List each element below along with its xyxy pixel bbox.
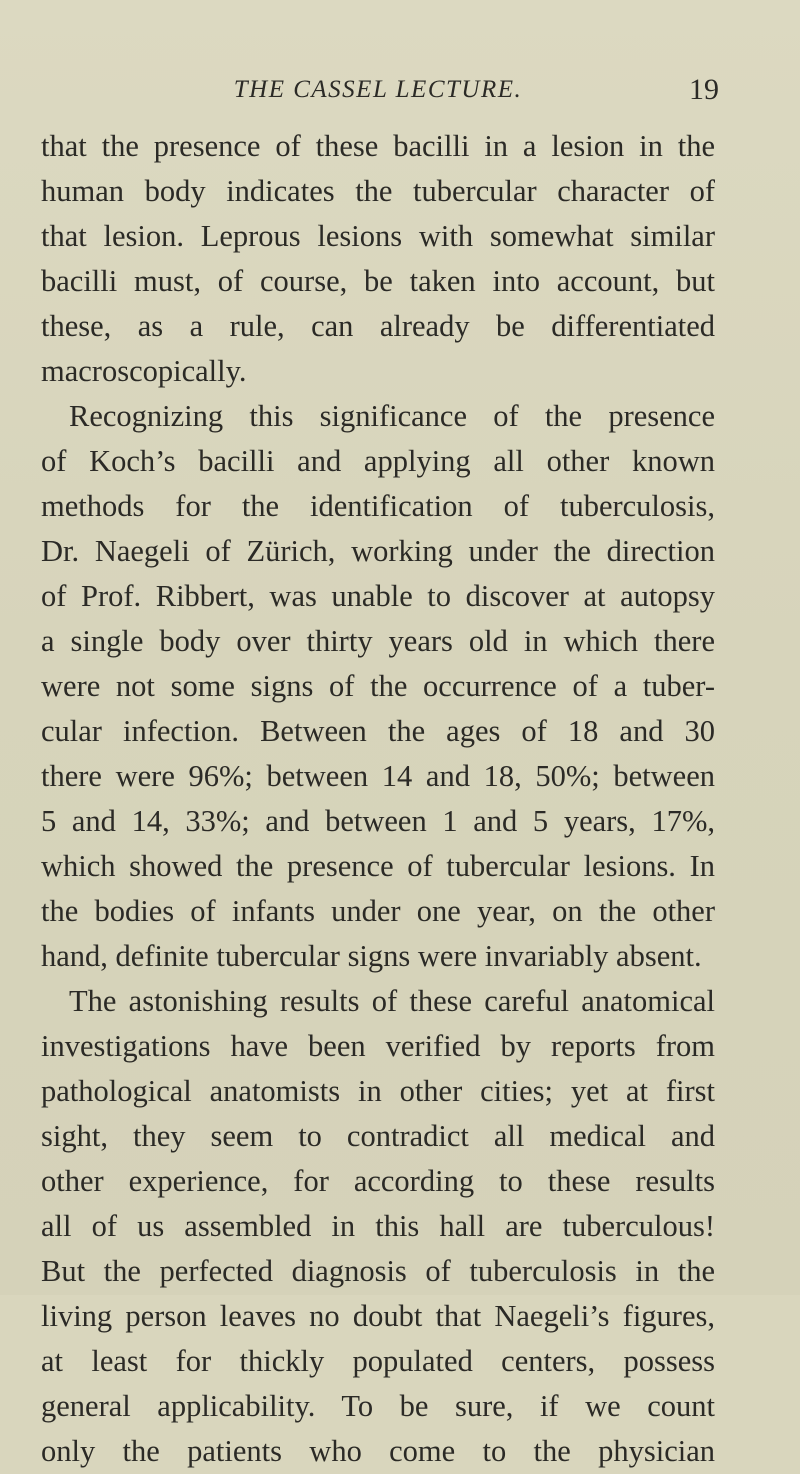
text-line: bacilli must, of course, be taken into account, but — [41, 264, 715, 298]
text-line: of Koch’s bacilli and applying all other known — [41, 444, 715, 478]
text-line: these, as a rule, can already be differentiated — [41, 309, 715, 343]
text-line: pathological anatomists in other cities; yet at first — [41, 1074, 715, 1108]
text-line: investigations have been verified by reports from — [41, 1029, 715, 1063]
text-line: other experience, for according to these results — [41, 1164, 715, 1198]
text-line: there were 96%; between 14 and 18, 50%; between — [41, 759, 715, 793]
text-line: macroscopically. — [41, 354, 247, 388]
text-line: cular infection. Between the ages of 18 and 30 — [41, 714, 715, 748]
text-line: general applicability. To be sure, if we count — [41, 1389, 715, 1423]
text-line: that the presence of these bacilli in a lesion in the — [41, 129, 715, 163]
text-line: 5 and 14, 33%; and between 1 and 5 years, 17%, — [41, 804, 715, 838]
paragraph-start-line: The astonishing results of these careful anatomical — [69, 984, 715, 1018]
text-line: sight, they seem to contradict all medical and — [41, 1119, 715, 1153]
text-line: human body indicates the tubercular character of — [41, 174, 715, 208]
running-head — [41, 72, 719, 108]
text-line: were not some signs of the occurrence of a tuber- — [41, 669, 715, 703]
text-line: living person leaves no doubt that Naegeli’s figures, — [41, 1299, 715, 1333]
text-line: that lesion. Leprous lesions with somewhat similar — [41, 219, 715, 253]
text-line: a single body over thirty years old in which there — [41, 624, 715, 658]
text-line: at least for thickly populated centers, possess — [41, 1344, 715, 1378]
text-line: hand, definite tubercular signs were invariably absent. — [41, 939, 702, 973]
running-title: THE CASSEL LECTURE. — [233, 76, 523, 103]
text-line: the bodies of infants under one year, on the other — [41, 894, 715, 928]
page-number: 19 — [689, 73, 719, 106]
text-line: all of us assembled in this hall are tuberculous! — [41, 1209, 715, 1243]
text-line: which showed the presence of tubercular lesions. In — [41, 849, 715, 883]
text-line: of Prof. Ribbert, was unable to discover at autopsy — [41, 579, 715, 613]
body-text — [41, 124, 715, 1474]
text-line: only the patients who come to the physician — [41, 1434, 715, 1468]
text-line: But the perfected diagnosis of tuberculosis in the — [41, 1254, 715, 1288]
paragraph-start-line: Recognizing this significance of the presence — [69, 399, 715, 433]
text-line: Dr. Naegeli of Zürich, working under the direction — [41, 534, 715, 568]
text-line: methods for the identification of tuberculosis, — [41, 489, 715, 523]
